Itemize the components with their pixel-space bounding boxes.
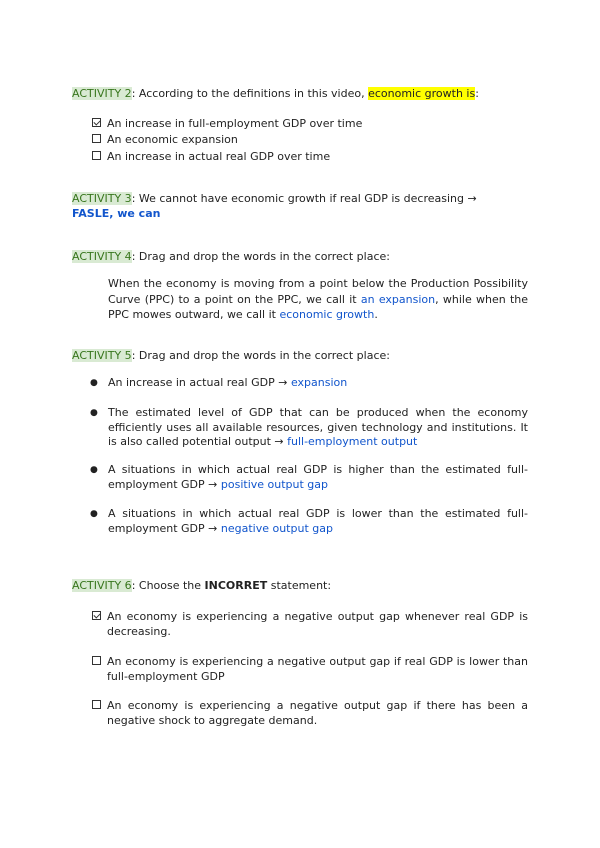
activity-3-answer: FASLE, we can [72, 207, 161, 220]
activity-4-heading [72, 249, 528, 264]
activity-2-prompt: : According to the definitions in this video, [131, 87, 369, 100]
item-text: A situations in which actual real GDP is lower than the estimated full-employment GDP → [108, 507, 528, 535]
paragraph-text: , while when the PPC mowes outward, we call it [108, 292, 528, 321]
option-text: An economy is experiencing a negative output gap whenever real GDP is decreasing. [107, 610, 528, 638]
prompt-end: : [475, 87, 479, 100]
option-text: An economy is experiencing a negative output gap if real GDP is lower than full-employment GDP [107, 655, 528, 683]
activity-label: ACTIVITY 3 [72, 192, 132, 205]
highlighted-phrase: economic growth is [368, 87, 476, 100]
item-text: The estimated level of GDP that can be produced when the economy efficiently uses all available resources, given technology and institutions. It is also called potential output → [108, 406, 528, 448]
checkbox-icon[interactable] [92, 656, 101, 665]
activity-label: ACTIVITY 5 [72, 349, 132, 362]
emphasis-word: INCORRET [204, 579, 268, 592]
checkbox-icon[interactable] [92, 134, 101, 143]
list-item [90, 507, 528, 536]
list-item [90, 376, 528, 391]
checkbox-icon[interactable] [92, 151, 101, 160]
drop-answer[interactable]: an expansion [360, 292, 436, 306]
checked-checkbox-icon[interactable] [92, 118, 101, 127]
drop-answer[interactable]: positive output gap [220, 477, 329, 491]
option-text: An increase in full-employment GDP over time [107, 117, 363, 130]
item-text: A situations in which actual real GDP is higher than the estimated full-employment GDP → [108, 463, 528, 491]
list-item [90, 406, 528, 450]
paragraph-text: . [374, 308, 378, 321]
bullet-icon: ● [90, 465, 98, 475]
activity-4-prompt: : Drag and drop the words in the correct place: [131, 250, 390, 263]
activity-6-prompt: : Choose the [131, 579, 205, 592]
bullet-icon: ● [90, 378, 98, 388]
activity-label: ACTIVITY 6 [72, 579, 132, 592]
drop-answer[interactable]: economic growth [279, 308, 375, 321]
activity-3-prompt: : We cannot have economic growth if real GDP is decreasing → [131, 192, 477, 205]
activity-5-prompt: : Drag and drop the words in the correct place: [131, 349, 390, 362]
list-item [90, 463, 528, 492]
bullet-icon: ● [90, 509, 98, 519]
activity-6-option[interactable] [92, 698, 528, 728]
option-text: An economic expansion [107, 133, 238, 146]
drop-answer[interactable]: negative output gap [220, 521, 333, 535]
prompt-end: statement: [267, 579, 332, 592]
activity-6-heading [72, 578, 528, 593]
checkbox-icon[interactable] [92, 700, 101, 709]
activity-4-paragraph [108, 276, 528, 323]
item-text: An increase in actual real GDP → [108, 376, 288, 389]
drop-answer[interactable]: full-employment output [287, 435, 418, 448]
activity-5-heading [72, 348, 528, 363]
activity-label: ACTIVITY 2 [72, 87, 132, 100]
paragraph-text: When the economy is moving from a point below the Production Possibility Curve (PPC) to a point on the PPC, we call it [108, 277, 528, 306]
activity-6-option[interactable] [92, 654, 528, 684]
bullet-icon: ● [90, 408, 98, 418]
option-text: An increase in actual real GDP over time [107, 150, 331, 163]
drop-answer[interactable]: expansion [290, 376, 348, 389]
activity-2-option[interactable] [92, 149, 528, 164]
option-text: An economy is experiencing a negative output gap if there has been a negative shock to aggregate demand. [107, 699, 528, 727]
checked-checkbox-icon[interactable] [92, 611, 101, 620]
activity-label: ACTIVITY 4 [72, 250, 132, 263]
activity-2-heading [72, 86, 528, 101]
activity-3 [72, 191, 528, 221]
activity-6-option[interactable] [92, 609, 528, 639]
activity-2-option[interactable] [92, 132, 528, 147]
activity-2-option[interactable] [92, 116, 528, 131]
